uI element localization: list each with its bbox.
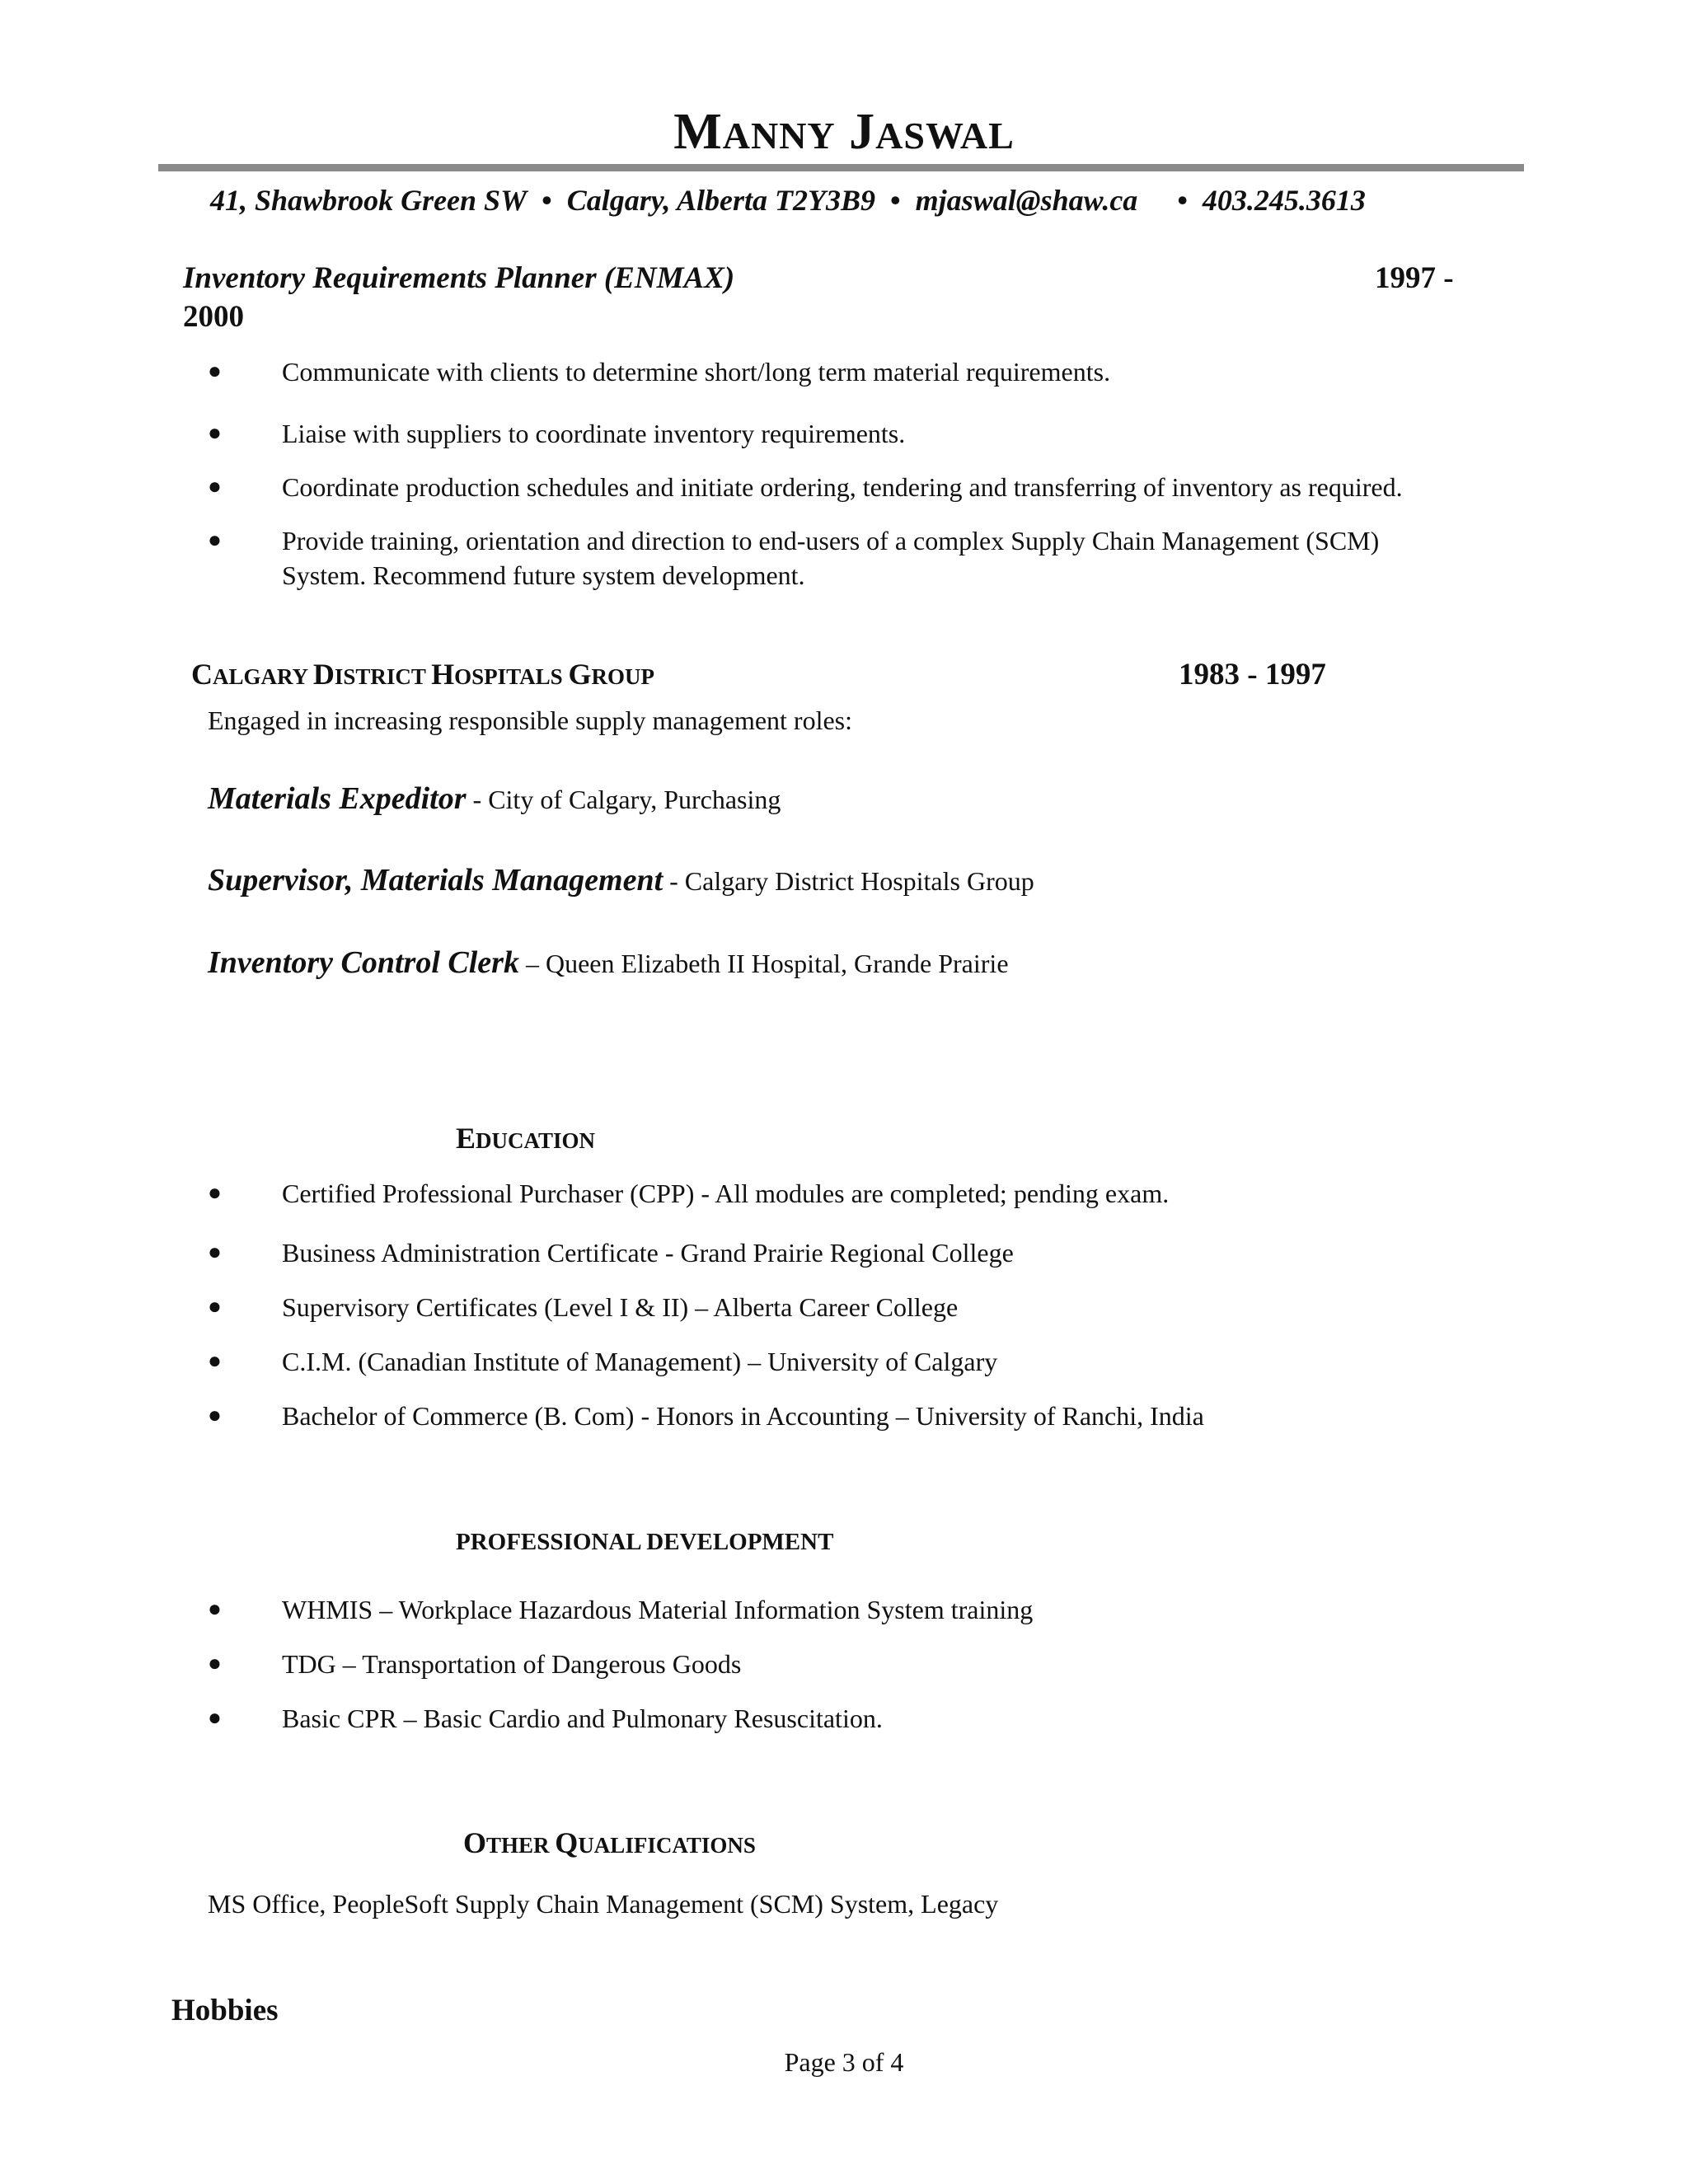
city: Calgary, Alberta T2Y3B9 bbox=[566, 184, 876, 217]
address: 41, Shawbrook Green SW bbox=[210, 184, 528, 217]
job2-organization: CALGARY DISTRICT HOSPITALS GROUP bbox=[191, 658, 654, 691]
bullet-icon: ● bbox=[208, 1705, 222, 1731]
email: mjaswal@shaw.ca bbox=[915, 184, 1138, 217]
job1-bullet-list bbox=[208, 354, 1403, 593]
list-item: ● TDG – Transportation of Dangerous Goods bbox=[208, 1647, 1033, 1681]
professional-development-heading: PROFESSIONAL DEVELOPMENT bbox=[456, 1529, 834, 1555]
professional-development-list bbox=[208, 1592, 1033, 1736]
list-item: ● Provide training, orientation and direction to end-users of a complex Supply Chain Management (SCM) System. Recommend future system development. bbox=[208, 523, 1403, 593]
list-item: ● Business Administration Certificate - Grand Prairie Regional College bbox=[208, 1235, 1204, 1270]
list-item: ● Supervisory Certificates (Level I & II) – Alberta Career College bbox=[208, 1290, 1204, 1324]
job1-years-start: 1997 - bbox=[1375, 261, 1454, 295]
name-underline-rule bbox=[158, 164, 1524, 171]
role-line: Materials Expeditor - City of Calgary, Purchasing bbox=[208, 781, 781, 816]
list-item: ● C.I.M. (Canadian Institute of Management) – University of Calgary bbox=[208, 1344, 1204, 1379]
bullet-separator: • bbox=[542, 184, 552, 217]
list-item: ● WHMIS – Workplace Hazardous Material Information System training bbox=[208, 1592, 1033, 1627]
education-heading: EDUCATION bbox=[456, 1122, 596, 1155]
role-line: Inventory Control Clerk – Queen Elizabeth II Hospital, Grande Prairie bbox=[208, 945, 1009, 980]
list-item: ● Basic CPR – Basic Cardio and Pulmonary Resuscitation. bbox=[208, 1701, 1033, 1736]
bullet-icon: ● bbox=[208, 420, 222, 446]
bullet-icon: ● bbox=[208, 1348, 222, 1374]
bullet-separator: • bbox=[890, 184, 901, 217]
list-item: ● Certified Professional Purchaser (CPP) - All modules are completed; pending exam. bbox=[208, 1176, 1204, 1211]
role-line: Supervisor, Materials Management - Calgary District Hospitals Group bbox=[208, 863, 1034, 898]
resume-name: MANNY JASWAL bbox=[673, 104, 1015, 160]
bullet-icon: ● bbox=[208, 1240, 222, 1265]
job1-title: Inventory Requirements Planner (ENMAX) bbox=[183, 261, 735, 295]
bullet-icon: ● bbox=[208, 1403, 222, 1428]
other-qualifications-heading: OTHER QUALIFICATIONS bbox=[463, 1826, 756, 1859]
bullet-icon: ● bbox=[208, 1180, 222, 1206]
bullet-icon: ● bbox=[208, 1596, 222, 1622]
page-number: Page 3 of 4 bbox=[784, 2047, 904, 2077]
education-list bbox=[208, 1176, 1204, 1433]
list-item: ● Bachelor of Commerce (B. Com) - Honors in Accounting – University of Ranchi, India bbox=[208, 1399, 1204, 1433]
bullet-separator: • bbox=[1177, 184, 1188, 217]
job2-years: 1983 - 1997 bbox=[1179, 658, 1326, 691]
hobbies-heading: Hobbies bbox=[171, 1994, 279, 2027]
list-item: ● Coordinate production schedules and initiate ordering, tendering and transferring of inventory as required. bbox=[208, 470, 1403, 504]
other-qualifications-text: MS Office, PeopleSoft Supply Chain Management (SCM) System, Legacy bbox=[208, 1889, 999, 1919]
job2-intro: Engaged in increasing responsible supply management roles: bbox=[208, 705, 853, 735]
job1-years-end: 2000 bbox=[183, 300, 244, 334]
list-item: ● Liaise with suppliers to coordinate inventory requirements. bbox=[208, 416, 1403, 451]
bullet-icon: ● bbox=[208, 474, 222, 499]
bullet-icon: ● bbox=[208, 1294, 222, 1319]
contact-line bbox=[210, 183, 1366, 218]
bullet-icon: ● bbox=[208, 1651, 222, 1676]
bullet-icon: ● bbox=[208, 359, 222, 384]
list-item: ● Communicate with clients to determine short/long term material requirements. bbox=[208, 354, 1403, 389]
phone: 403.245.3613 bbox=[1202, 184, 1366, 217]
bullet-icon: ● bbox=[208, 527, 222, 553]
